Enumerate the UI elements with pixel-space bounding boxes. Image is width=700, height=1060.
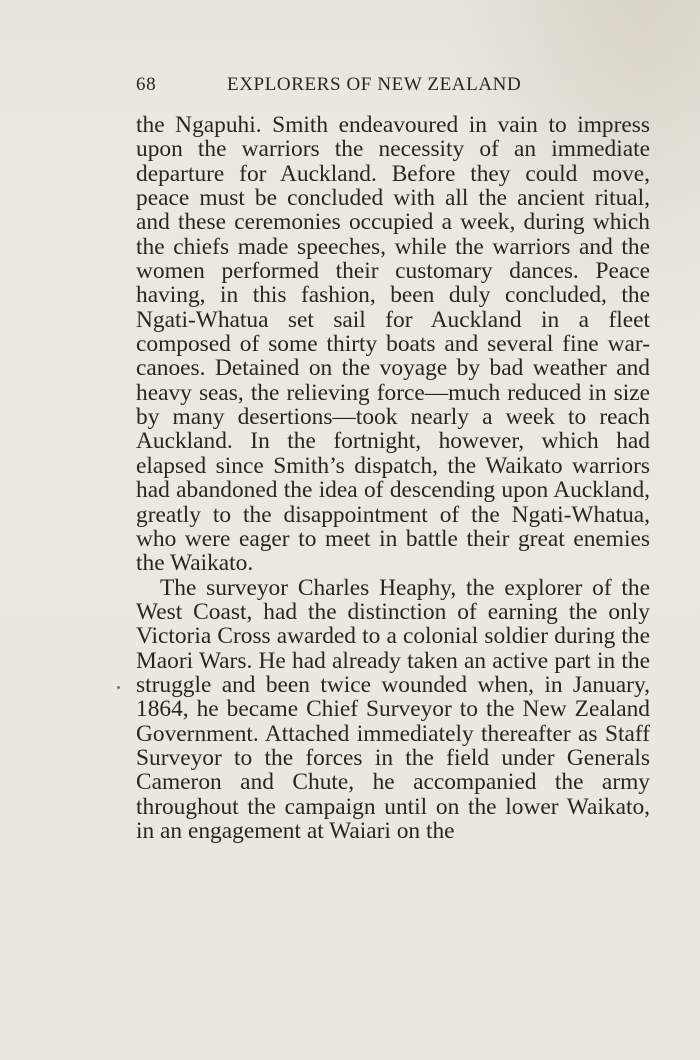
running-head xyxy=(136,74,650,102)
running-head-title: EXPLORERS OF NEW ZEALAND xyxy=(227,74,522,95)
page-number: 68 xyxy=(136,74,157,95)
paragraph-continued: the Ngapuhi. Smith endeavoured in vain to impress upon the warriors the necessity of an immediate departure for Auckland. Before they could move, peace must be concluded with all the ancient ritual, and these ceremonies occupied a week, during which the chiefs made speeches, while the warriors and the women performed their customary dances. Peace having, in this fashion, been duly concluded, the Ngati-Whatua set sail for Auckland in a fleet composed of some thirty boats and several fine war-canoes. Detained on the voyage by bad weather and heavy seas, the relieving force—much reduced in size by many desertions—took nearly a week to reach Auckland. In the fortnight, however, which had elapsed since Smith’s dispatch, the Waikato warriors had abandoned the idea of descending upon Auckland, greatly to the disappointment of the Ngati-Whatua, who were eager to meet in battle their great enemies the Waikato. xyxy=(136,112,650,577)
margin-mark xyxy=(117,686,120,689)
paragraph-heaphy: The surveyor Charles Heaphy, the explorer of the West Coast, had the distinction of earning the only Victoria Cross awarded to a colonial soldier during the Maori Wars. He had already taken an active part in the struggle and been twice wounded when, in January, 1864, he became Chief Surveyor to the New Zealand Government. Attached immediately thereafter as Staff Surveyor to the forces in the field under Generals Cameron and Chute, he accompanied the army throughout the campaign until on the lower Waikato, in an engagement at Waiari on the xyxy=(136,574,650,844)
body-text xyxy=(136,113,650,843)
